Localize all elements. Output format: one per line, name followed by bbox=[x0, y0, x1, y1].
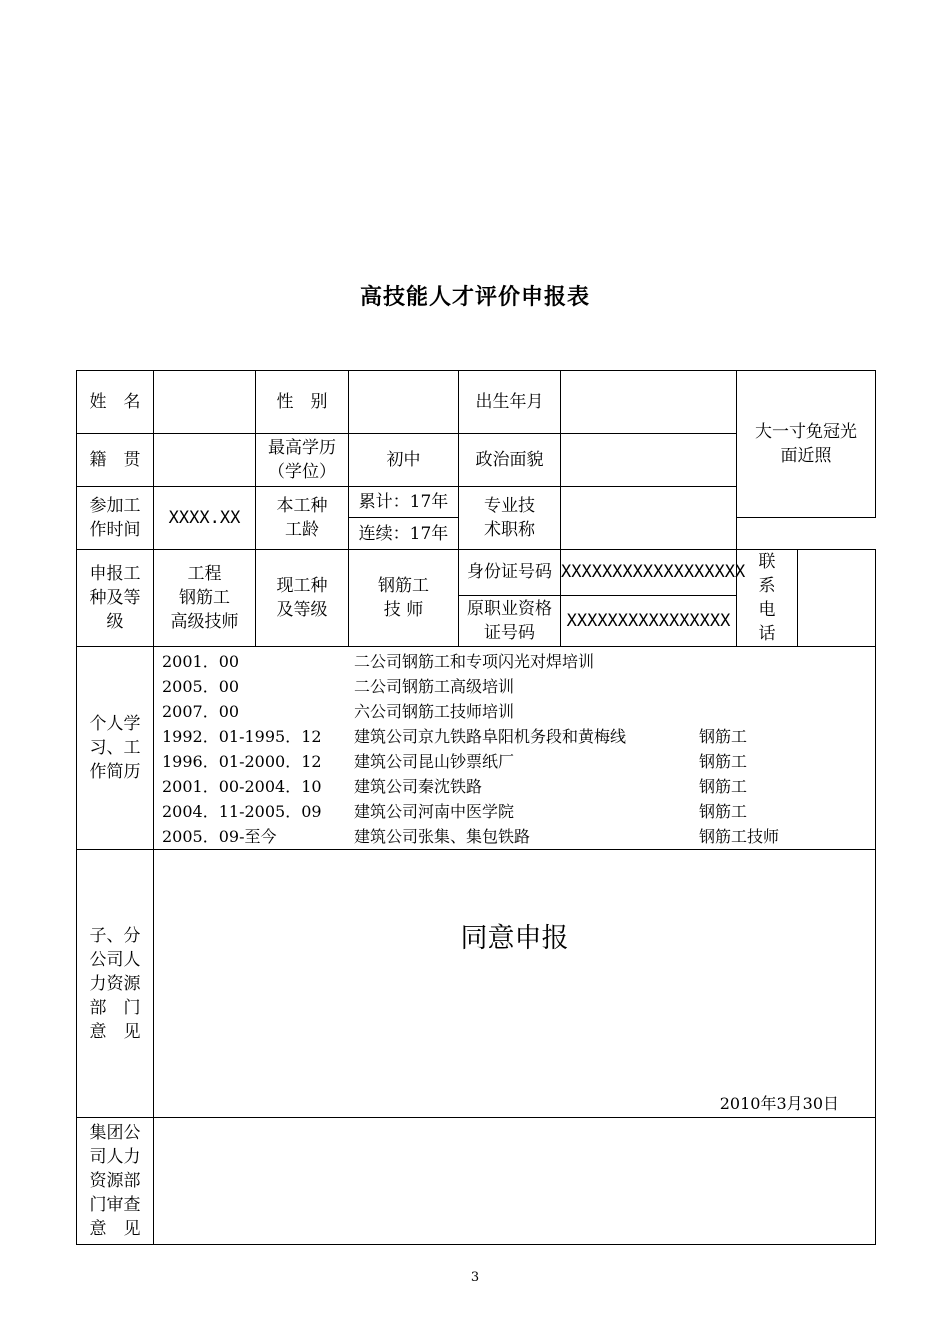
current-value-line-2: 技 师 bbox=[383, 600, 424, 620]
gender-value[interactable] bbox=[349, 371, 459, 434]
history-organization: 二公司钢筋工高级培训 bbox=[354, 677, 515, 696]
history-date: 2001．00-2004．10 bbox=[162, 777, 322, 796]
apply-value-line-2: 钢筋工 bbox=[179, 588, 230, 608]
history-position: 钢筋工 bbox=[699, 727, 748, 746]
native-value[interactable] bbox=[154, 434, 256, 487]
work-start-label: 参加工作时间 bbox=[77, 487, 154, 550]
photo-placeholder-text: 大一寸免冠光面近照 bbox=[755, 422, 857, 466]
group-opinion-label: 集团公司人力资源部门审查意 见 bbox=[77, 1118, 154, 1245]
gender-label: 性 别 bbox=[256, 371, 349, 434]
sub-opinion-content[interactable] bbox=[154, 850, 876, 1118]
name-label: 姓 名 bbox=[77, 371, 154, 434]
current-type-label: 现工种及等级 bbox=[256, 550, 349, 647]
seniority-total[interactable]: 累计：17年 bbox=[349, 487, 459, 518]
form-title: 高技能人才评价申报表 bbox=[359, 285, 590, 310]
history-date: 2001．00 bbox=[162, 652, 240, 671]
history-date: 2004．11-2005．09 bbox=[162, 802, 322, 821]
page-number: 3 bbox=[470, 1270, 480, 1285]
history-date: 1992．01-1995．12 bbox=[162, 727, 322, 746]
political-value[interactable] bbox=[561, 434, 737, 487]
history-organization: 建筑公司昆山钞票纸厂 bbox=[354, 752, 515, 771]
political-label: 政治面貌 bbox=[459, 434, 561, 487]
group-opinion-content[interactable] bbox=[154, 1118, 876, 1245]
work-start-value[interactable]: XXXX.XX bbox=[154, 487, 256, 550]
history-organization: 二公司钢筋工和专项闪光对焊培训 bbox=[354, 652, 595, 671]
apply-type-value[interactable] bbox=[154, 550, 256, 647]
phone-value[interactable] bbox=[798, 550, 876, 647]
history-row bbox=[162, 699, 875, 724]
name-value[interactable] bbox=[154, 371, 256, 434]
history-row bbox=[162, 774, 875, 799]
native-label: 籍 贯 bbox=[77, 434, 154, 487]
history-position: 钢筋工技师 bbox=[699, 827, 780, 846]
cert-label: 原职业资格证号码 bbox=[459, 595, 561, 646]
history-position: 钢筋工 bbox=[699, 802, 748, 821]
history-position: 钢筋工 bbox=[699, 777, 748, 796]
seniority-label: 本工种工龄 bbox=[256, 487, 349, 550]
tech-title-label: 专业技术职称 bbox=[459, 487, 561, 550]
id-label: 身份证号码 bbox=[459, 550, 561, 596]
history-label: 个人学习、工作简历 bbox=[77, 647, 154, 850]
history-date: 1996．01-2000．12 bbox=[162, 752, 322, 771]
history-organization: 建筑公司张集、集包铁路 bbox=[354, 827, 531, 846]
history-row bbox=[162, 749, 875, 774]
education-value[interactable]: 初中 bbox=[349, 434, 459, 487]
history-date: 2005．09-至今 bbox=[162, 827, 277, 846]
history-row bbox=[162, 799, 875, 824]
current-value-line-1: 钢筋工 bbox=[378, 576, 429, 596]
history-position: 钢筋工 bbox=[699, 752, 748, 771]
phone-label: 联系电话 bbox=[737, 550, 798, 647]
apply-value-line-3: 高级技师 bbox=[170, 612, 239, 632]
history-row bbox=[162, 674, 875, 699]
apply-type-label: 申报工种及等级 bbox=[77, 550, 154, 647]
birth-value[interactable] bbox=[561, 371, 737, 434]
seniority-continuous[interactable]: 连续：17年 bbox=[349, 518, 459, 550]
tech-title-value[interactable] bbox=[561, 487, 737, 550]
history-content bbox=[154, 647, 876, 850]
birth-label: 出生年月 bbox=[459, 371, 561, 434]
apply-value-line-1: 工程 bbox=[187, 564, 222, 584]
sub-opinion-date: 2010年3月30日 bbox=[719, 1094, 839, 1113]
history-date: 2005．00 bbox=[162, 677, 240, 696]
education-label: 最高学历（学位） bbox=[256, 434, 349, 487]
sub-opinion-text: 同意申报 bbox=[460, 923, 569, 954]
history-row bbox=[162, 649, 875, 674]
history-row bbox=[162, 724, 875, 749]
current-type-value[interactable] bbox=[349, 550, 459, 647]
photo-box bbox=[737, 371, 876, 518]
history-date: 2007．00 bbox=[162, 702, 240, 721]
sub-opinion-label: 子、分公司人力资源部 门意 见 bbox=[77, 850, 154, 1118]
cert-value[interactable]: XXXXXXXXXXXXXXXX bbox=[561, 595, 737, 646]
application-form-table bbox=[76, 370, 876, 1245]
history-list bbox=[162, 649, 875, 849]
id-value[interactable]: XXXXXXXXXXXXXXXXXX bbox=[561, 550, 737, 596]
history-organization: 建筑公司京九铁路阜阳机务段和黄梅线 bbox=[354, 727, 627, 746]
history-organization: 建筑公司秦沈铁路 bbox=[354, 777, 483, 796]
history-row bbox=[162, 824, 875, 849]
history-organization: 建筑公司河南中医学院 bbox=[354, 802, 515, 821]
history-organization: 六公司钢筋工技师培训 bbox=[354, 702, 515, 721]
